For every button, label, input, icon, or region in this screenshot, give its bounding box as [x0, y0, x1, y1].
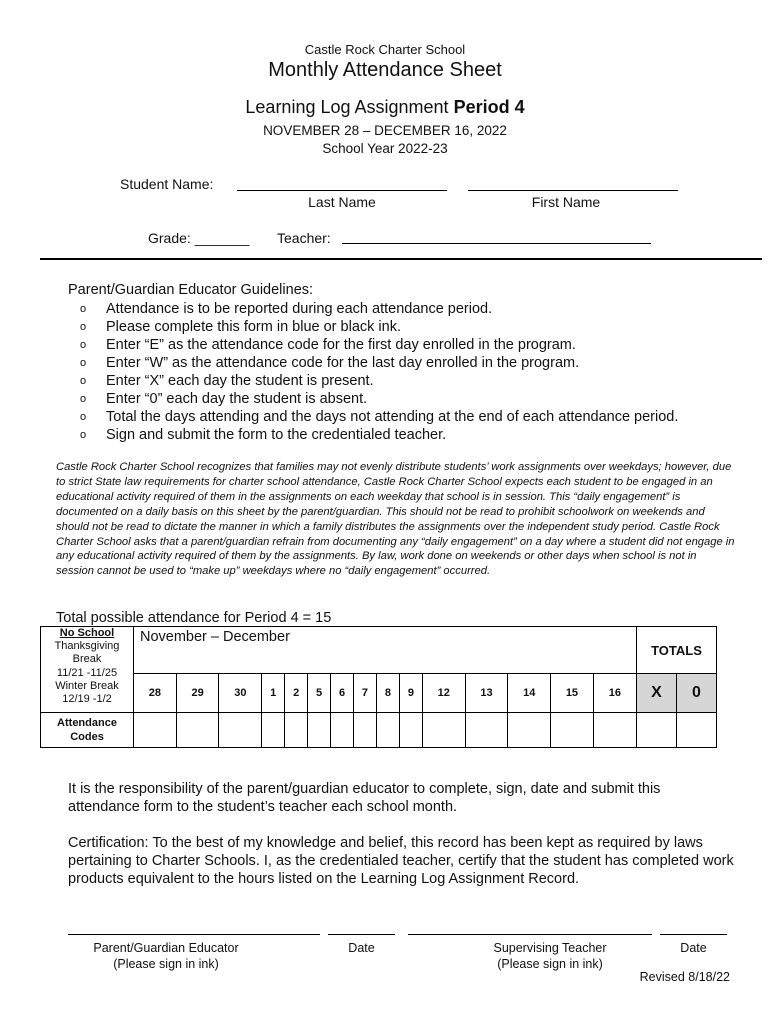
no-school-header: No School — [59, 627, 115, 639]
attendance-codes-label: Attendance Codes — [41, 713, 134, 748]
certification-text: Certification: To the best of my knowledge and belief, this record has been kept as required by laws pertaining to Charter Schools. I, as the credentialed teacher, certify that the student has completed work products equivalent to the hours listed on the Learning Log Assignment Record. — [68, 835, 734, 887]
parent-date-line[interactable] — [328, 934, 395, 935]
attendance-code-cell[interactable] — [331, 713, 354, 748]
guidelines-list — [80, 300, 678, 444]
day-header: 1 — [262, 674, 285, 713]
last-name-field[interactable] — [237, 190, 447, 191]
total-absent-cell[interactable] — [677, 713, 717, 748]
list-item: o Enter “X” each day the student is present. — [80, 373, 374, 389]
student-name-label: Student Name: — [120, 176, 214, 192]
list-item: o Please complete this form in blue or black ink. — [80, 319, 401, 335]
total-present-header: X — [637, 674, 677, 713]
date-label: Date — [680, 941, 707, 955]
list-item: o Sign and submit the form to the credentialed teacher. — [80, 427, 447, 443]
attendance-code-cell[interactable] — [508, 713, 551, 748]
list-item: o Enter “W” as the attendance code for the last day enrolled in the program. — [80, 355, 580, 371]
day-header: 13 — [465, 674, 508, 713]
no-school-cell: No School Thanksgiving Break 11/21 -11/25 Winter Break 12/19 -1/2 — [41, 627, 134, 713]
page-title: Monthly Attendance Sheet — [268, 59, 502, 81]
attendance-code-cell[interactable] — [422, 713, 465, 748]
bullet-icon: o — [80, 375, 87, 387]
attendance-code-cell[interactable] — [285, 713, 308, 748]
school-year: School Year 2022-23 — [322, 141, 448, 156]
attendance-code-cell[interactable] — [465, 713, 508, 748]
attendance-code-cell[interactable] — [593, 713, 636, 748]
list-item: o Enter “0” each day the student is absent. — [80, 391, 368, 407]
total-possible-attendance: Total possible attendance for Period 4 = 15 — [56, 610, 332, 626]
attendance-table — [40, 626, 717, 748]
section-divider — [40, 258, 762, 260]
bullet-icon: o — [80, 429, 87, 441]
policy-paragraph: Castle Rock Charter School recognizes that families may not evenly distribute students’ work assignments over weekdays; however, due to strict State law requirements for charter school attendance, Castle Rock Charter School expects each student to be engaged in an educational activity required of them in the assignments on each weekday that school is in session. This “daily engagement” is documented on a daily basis on this sheet by the parent/guardian. This should not be read to prohibit schoolwork on weekends and should not be read to dictate the manner in which a family distributes the assignments over the independent study period. Castle Rock Charter School asks that a parent/guardian refrain from documenting any “daily engagement” on a day where a student did not engage in any educational activity required of them by the assignments. By law, work done on weekends or other days when school is not in session cannot be used to “make up” weekdays where no “daily engagement” occurred. — [56, 461, 735, 578]
period-dates: NOVEMBER 28 – DECEMBER 16, 2022 — [263, 123, 507, 138]
day-header: 6 — [331, 674, 354, 713]
day-header: 16 — [593, 674, 636, 713]
attendance-code-cell[interactable] — [176, 713, 219, 748]
day-header: 5 — [308, 674, 331, 713]
school-name: Castle Rock Charter School — [304, 42, 466, 57]
day-header: 9 — [399, 674, 422, 713]
first-name-label: First Name — [531, 194, 601, 210]
attendance-code-cell[interactable] — [219, 713, 262, 748]
month-header: November – December — [134, 627, 637, 674]
day-header: 15 — [551, 674, 594, 713]
list-item: o Attendance is to be reported during each attendance period. — [80, 301, 493, 317]
grade-label[interactable]: Grade: _______ — [148, 230, 250, 246]
date-label: Date — [348, 941, 375, 955]
list-item: o Total the days attending and the days not attending at the end of each attendance period. — [80, 409, 679, 425]
guidelines-title: Parent/Guardian Educator Guidelines: — [68, 282, 314, 298]
teacher-signature-label: Supervising Teacher (Please sign in ink) — [493, 941, 607, 971]
day-header: 2 — [285, 674, 308, 713]
attendance-code-cell[interactable] — [551, 713, 594, 748]
attendance-code-cell[interactable] — [376, 713, 399, 748]
bullet-icon: o — [80, 411, 87, 423]
attendance-code-cell[interactable] — [134, 713, 177, 748]
revised-date: Revised 8/18/22 — [639, 970, 730, 984]
bullet-icon: o — [80, 321, 87, 333]
teacher-date-line[interactable] — [660, 934, 727, 935]
bullet-icon: o — [80, 303, 87, 315]
total-absent-header: 0 — [677, 674, 717, 713]
teacher-field[interactable] — [342, 243, 651, 244]
attendance-code-cell[interactable] — [354, 713, 377, 748]
totals-header: TOTALS — [637, 627, 717, 674]
subtitle-period: Period 4 — [453, 97, 525, 117]
teacher-label: Teacher: — [277, 230, 331, 246]
parent-signature-line[interactable] — [68, 934, 320, 935]
attendance-code-cell[interactable] — [399, 713, 422, 748]
teacher-signature-line[interactable] — [408, 934, 652, 935]
bullet-icon: o — [80, 357, 87, 369]
assignment-subtitle — [0, 97, 770, 118]
attendance-code-cell[interactable] — [308, 713, 331, 748]
attendance-code-cell[interactable] — [262, 713, 285, 748]
subtitle-prefix: Learning Log Assignment — [245, 97, 454, 117]
day-header: 8 — [376, 674, 399, 713]
day-header: 12 — [422, 674, 465, 713]
day-header: 28 — [134, 674, 177, 713]
last-name-label: Last Name — [308, 194, 376, 210]
day-header: 30 — [219, 674, 262, 713]
day-header: 14 — [508, 674, 551, 713]
bullet-icon: o — [80, 339, 87, 351]
responsibility-text: It is the responsibility of the parent/guardian educator to complete, sign, date and submit this attendance form to the student’s teacher each school month. — [68, 781, 661, 815]
day-header: 29 — [176, 674, 219, 713]
total-present-cell[interactable] — [637, 713, 677, 748]
first-name-field[interactable] — [468, 190, 678, 191]
bullet-icon: o — [80, 393, 87, 405]
list-item: o Enter “E” as the attendance code for the first day enrolled in the program. — [80, 337, 576, 353]
day-header: 7 — [354, 674, 377, 713]
parent-signature-label: Parent/Guardian Educator (Please sign in ink) — [93, 941, 239, 971]
